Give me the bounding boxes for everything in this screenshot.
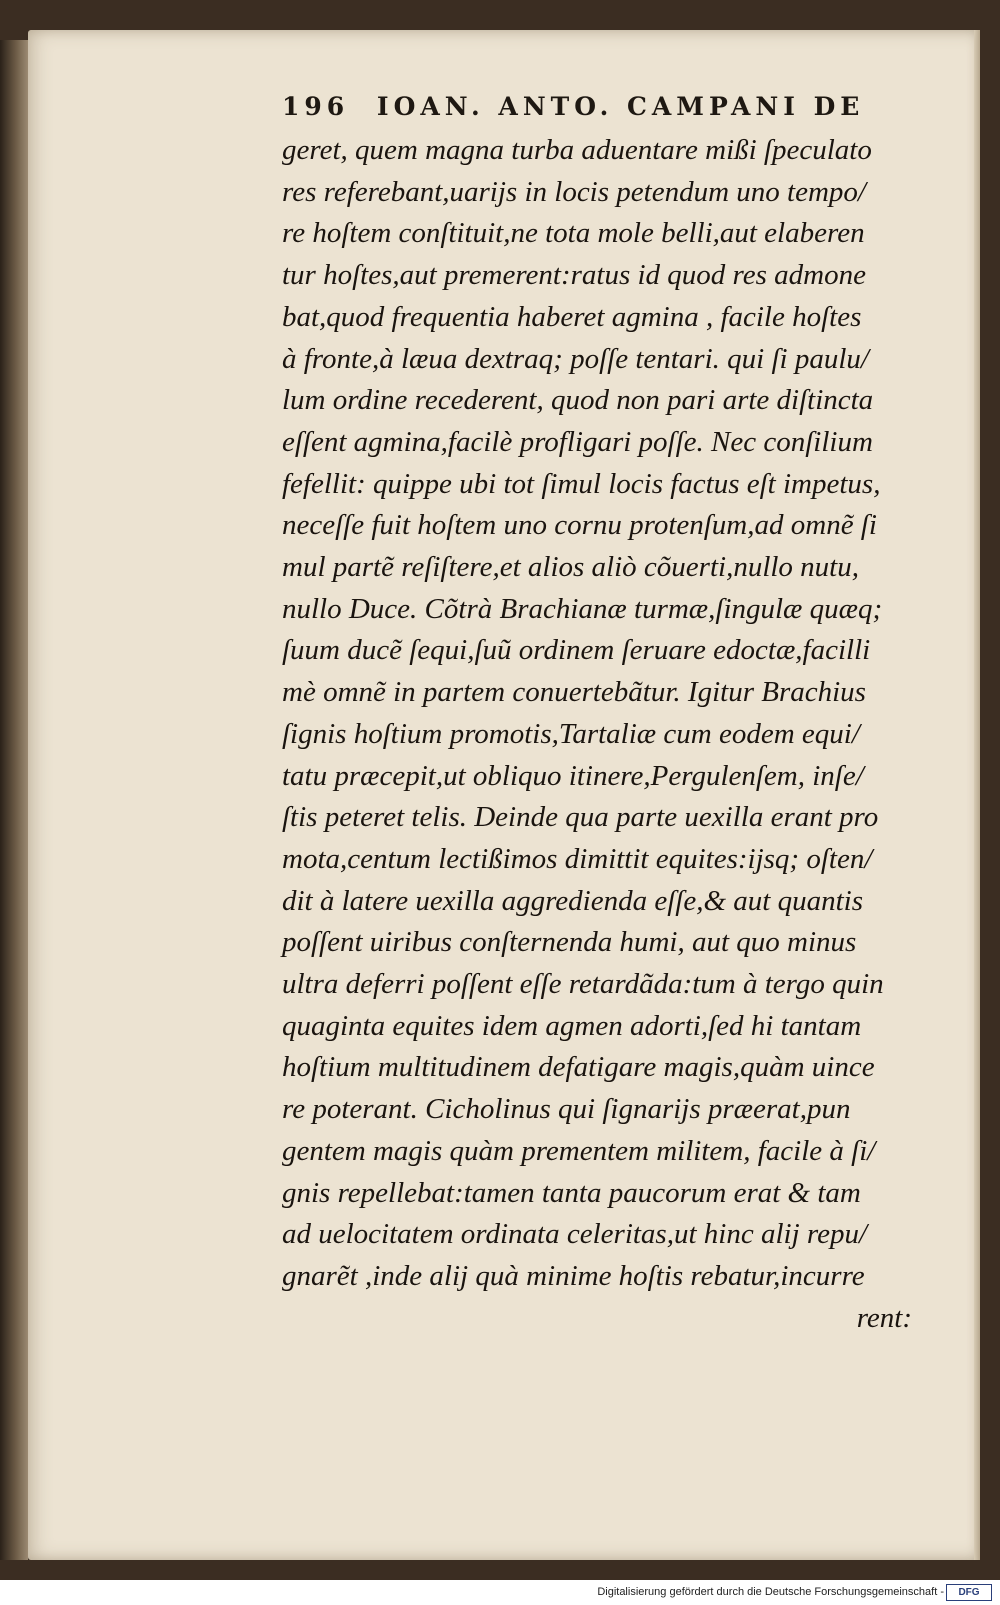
text-line: fefellit: quippe ubi tot ſimul locis factus eſt impetus, [282,467,881,500]
book-spine [0,40,28,1560]
text-line: geret, quem magna turba aduentare mißi ſpeculato [282,134,872,166]
body-text [282,130,912,1339]
text-line: ultra deferri poſſent eſſe retardãda:tum à tergo quin [282,968,884,1001]
text-line: mota,centum lectißimos dimittit equites:ijsq; oſten/ [282,842,873,875]
text-line: neceſſe fuit hoſtem uno cornu protenſum,ad omnẽ ſi [282,509,877,542]
text-line: quaginta equites idem agmen adorti,ſed hi tantam [282,1009,862,1042]
running-title: IOAN. ANTO. CAMPANI DE [376,92,865,121]
text-line: à fronte,à læua dextraq; poſſe tentari. qui ſi paulu/ [282,342,869,375]
text-line: mè omnẽ in partem conuertebãtur. Igitur Brachius [282,676,866,709]
text-line: re poterant. Cicholinus qui ſignarijs præerat,pun [282,1093,851,1126]
text-line: gnis repellebat:tamen tanta paucorum erat & tam [282,1176,861,1209]
footer-bar [0,1580,1000,1605]
dfg-logo: DFG [946,1584,992,1601]
footer-credit: Digitalisierung gefördert durch die Deutsche Forschungsgemeinschaft - [597,1586,944,1598]
page-edge [974,30,980,1560]
text-line: mul partẽ reſiſtere,et alios aliò cõuerti,nullo nutu, [282,551,859,584]
text-line: dit à latere uexilla aggredienda eſſe,& aut quantis [282,884,863,917]
text-line: tur hoſtes,aut premerent:ratus id quod res admone [282,259,866,292]
text-line: gnarẽt ,inde alij quà minime hoſtis rebatur,incurre [282,1259,865,1292]
text-line: gentem magis quàm prementem militem, facile à ſi/ [282,1134,876,1167]
text-line: rent: [856,1301,912,1334]
running-head [282,92,864,121]
text-line: ad uelocitatem ordinata celeritas,ut hinc alij repu/ [282,1218,868,1251]
text-line: re hoſtem conſtituit,ne tota mole belli,aut elaberen [282,217,865,250]
text-line: hoſtium multitudinem defatigare magis,quàm uince [282,1051,875,1084]
text-line: nullo Duce. Cõtrà Brachianæ turmæ,ſingulæ quæq; [282,592,883,625]
text-line: poſſent uiribus conſternenda humi, aut quo minus [282,926,857,959]
text-line: ſuum ducẽ ſequi,ſuũ ordinem ſeruare edoctæ,facilli [282,634,871,667]
text-line: tatu præcepit,ut obliquo itinere,Pergulenſem, inſe/ [282,759,864,792]
text-line: ſignis hoſtium promotis,Tartaliæ cum eodem equi/ [282,717,860,750]
text-line: lum ordine recederent, quod non pari arte diſtincta [282,384,874,417]
text-line: ſtis peteret telis. Deinde qua parte uexilla erant pro [282,801,879,834]
text-line: bat,quod frequentia haberet agmina , facile hoſtes [282,300,862,333]
page-number: 196 [282,92,350,121]
text-line: res referebant,uarijs in locis petendum uno tempo/ [282,175,866,208]
text-line: eſſent agmina,facilè profligari poſſe. Nec conſilium [282,425,873,458]
